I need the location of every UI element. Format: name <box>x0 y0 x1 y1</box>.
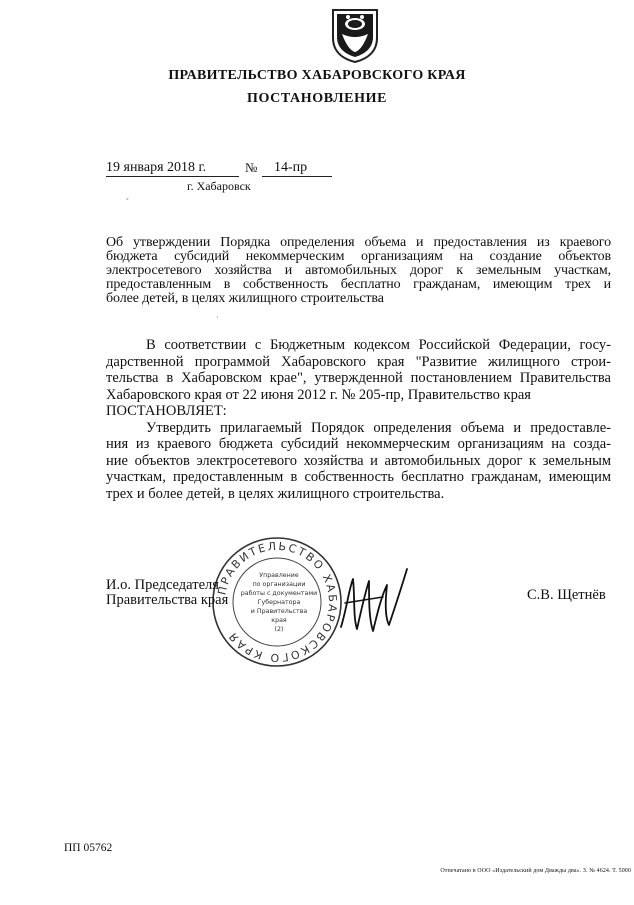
body-line: трех и более детей, в целях жилищного строительства. <box>106 485 445 502</box>
stamp-center-line: (2) <box>274 626 284 633</box>
document-reference: ПП 05762 <box>64 842 113 854</box>
body-line: участкам, предоставленным в собственность бесплатно гражданам, имеющим <box>106 469 611 485</box>
body-line: ние объектов электросетевого хозяйства и автомобильных дорог к земельным <box>106 452 611 469</box>
body-line: ния из краевого бюджета субсидий некоммерческим организациям на созда- <box>106 436 611 452</box>
stamp-center-line: по организации <box>252 581 306 588</box>
signer-position-line: Правительства края <box>106 592 229 608</box>
document-city: г. Хабаровск <box>187 179 251 193</box>
subject-line: Об утверждении Порядка определения объема и предоставления из краевого <box>106 235 611 250</box>
stamp-center-line: Управление <box>259 572 299 579</box>
handwritten-signature <box>335 567 410 642</box>
stamp-ring-text: ПРАВИТЕЛЬСТВО ХАБАРОВСКОГО КРАЯ <box>215 539 340 665</box>
number-sign: № <box>245 160 258 175</box>
resolution-keyword: ПОСТАНОВЛЯЕТ: <box>106 403 227 419</box>
body-line: тельства в Хабаровском крае", утвержденной постановлением Правительства <box>106 370 611 386</box>
body-line: Утвердить прилагаемый Порядок определения объема и предоставле- <box>146 419 611 436</box>
khabarovsk-coat-of-arms-icon <box>329 4 381 64</box>
official-stamp <box>209 534 345 670</box>
stamp-center-line: и Правительства <box>250 608 308 615</box>
signer-position-line: И.о. Председателя <box>106 577 219 593</box>
subject-line: более детей, в целях жилищного строительства <box>106 291 384 306</box>
signer-name: С.В. Щетнёв <box>527 587 606 603</box>
stray-mark: · <box>216 313 219 322</box>
document-subject <box>106 236 611 306</box>
printer-note: Отпечатано в ООО «Издательский дом Дважды два». З. № 4624. Т. 5000 <box>440 868 631 874</box>
document-number: 14-пр <box>262 160 332 177</box>
stamp-center-line: края <box>271 617 287 624</box>
stamp-center-line: Губернатора <box>257 599 301 606</box>
subject-line: предоставленным в собственность бесплатно гражданам, имеющим трех и <box>106 277 611 292</box>
organization-title: ПРАВИТЕЛЬСТВО ХАБАРОВСКОГО КРАЯ <box>168 68 466 83</box>
subject-line: бюджета субсидий некоммерческим организациям на создание объектов <box>106 249 611 264</box>
document-type: ПОСТАНОВЛЕНИЕ <box>246 91 388 106</box>
stray-mark: ˇ <box>126 197 129 206</box>
stamp-center-line: работы с документами <box>240 590 318 597</box>
document-date: 19 января 2018 г. <box>106 160 239 177</box>
subject-line: электросетевого хозяйства и автомобильных дорог к земельным участкам, <box>106 263 611 278</box>
body-line: В соответствии с Бюджетным кодексом Российской Федерации, госу- <box>146 337 611 353</box>
document-body <box>106 337 611 502</box>
body-line: дарственной программой Хабаровского края "Развитие жилищного строи- <box>106 353 611 370</box>
body-line: Хабаровского края от 22 июня 2012 г. № 205-пр, Правительство края <box>106 386 531 403</box>
signer-position <box>106 578 228 608</box>
